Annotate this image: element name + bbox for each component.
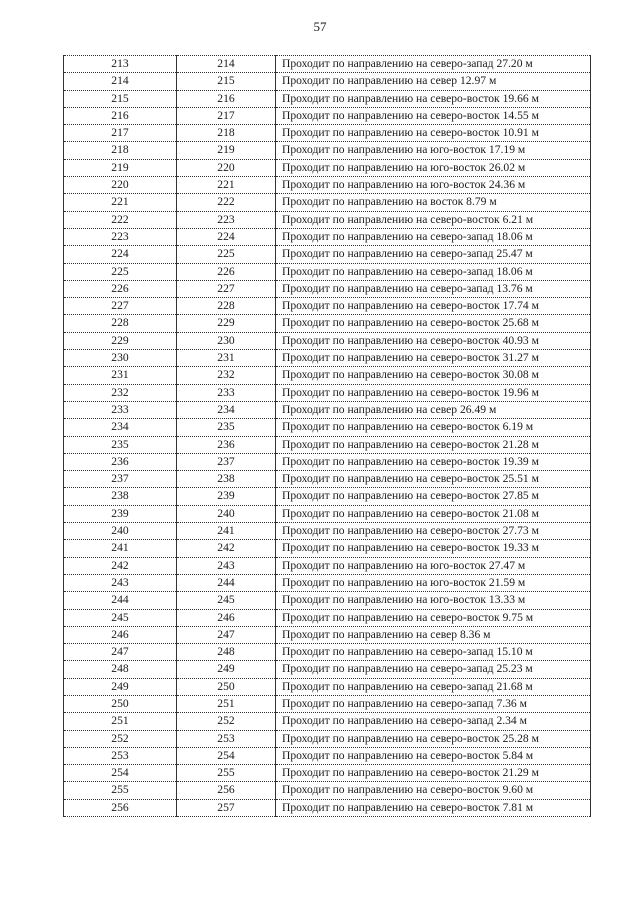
table-row bbox=[64, 626, 591, 643]
table-row bbox=[64, 367, 591, 384]
point-from-cell: 228 bbox=[64, 315, 177, 332]
point-from-cell: 239 bbox=[64, 505, 177, 522]
point-from-cell: 236 bbox=[64, 453, 177, 470]
point-from-cell: 231 bbox=[64, 367, 177, 384]
table-row bbox=[64, 194, 591, 211]
point-to-cell: 223 bbox=[177, 211, 276, 228]
table-row bbox=[64, 419, 591, 436]
table-row bbox=[64, 471, 591, 488]
point-from-cell: 216 bbox=[64, 107, 177, 124]
table-row bbox=[64, 695, 591, 712]
table-row bbox=[64, 609, 591, 626]
point-to-cell: 251 bbox=[177, 695, 276, 712]
point-to-cell: 224 bbox=[177, 228, 276, 245]
table-row bbox=[64, 747, 591, 764]
description-cell: Проходит по направлению на север 8.36 м bbox=[276, 626, 591, 643]
point-from-cell: 222 bbox=[64, 211, 177, 228]
table-row bbox=[64, 730, 591, 747]
point-from-cell: 252 bbox=[64, 730, 177, 747]
point-from-cell: 230 bbox=[64, 350, 177, 367]
table-row bbox=[64, 644, 591, 661]
table-row bbox=[64, 332, 591, 349]
point-from-cell: 253 bbox=[64, 747, 177, 764]
point-to-cell: 243 bbox=[177, 557, 276, 574]
description-cell: Проходит по направлению на северо-восток 5.84 м bbox=[276, 747, 591, 764]
description-cell: Проходит по направлению на северо-запад 7.36 м bbox=[276, 695, 591, 712]
point-from-cell: 248 bbox=[64, 661, 177, 678]
point-to-cell: 219 bbox=[177, 142, 276, 159]
table-row bbox=[64, 713, 591, 730]
point-from-cell: 241 bbox=[64, 540, 177, 557]
table-row bbox=[64, 211, 591, 228]
point-to-cell: 250 bbox=[177, 678, 276, 695]
table-row bbox=[64, 73, 591, 90]
point-to-cell: 256 bbox=[177, 782, 276, 799]
description-cell: Проходит по направлению на северо-восток 21.08 м bbox=[276, 505, 591, 522]
description-cell: Проходит по направлению на северо-запад 18.06 м bbox=[276, 263, 591, 280]
table-row bbox=[64, 523, 591, 540]
description-cell: Проходит по направлению на северо-восток 40.93 м bbox=[276, 332, 591, 349]
point-to-cell: 222 bbox=[177, 194, 276, 211]
table-row bbox=[64, 125, 591, 142]
point-to-cell: 244 bbox=[177, 574, 276, 591]
point-from-cell: 240 bbox=[64, 523, 177, 540]
point-from-cell: 232 bbox=[64, 384, 177, 401]
description-cell: Проходит по направлению на северо-восток 7.81 м bbox=[276, 799, 591, 816]
point-to-cell: 245 bbox=[177, 592, 276, 609]
point-from-cell: 217 bbox=[64, 125, 177, 142]
description-cell: Проходит по направлению на северо-восток 19.66 м bbox=[276, 90, 591, 107]
description-cell: Проходит по направлению на юго-восток 17.19 м bbox=[276, 142, 591, 159]
table-row bbox=[64, 678, 591, 695]
description-cell: Проходит по направлению на северо-запад 27.20 м bbox=[276, 56, 591, 73]
point-to-cell: 249 bbox=[177, 661, 276, 678]
table-row bbox=[64, 107, 591, 124]
description-cell: Проходит по направлению на северо-запад 21.68 м bbox=[276, 678, 591, 695]
point-from-cell: 251 bbox=[64, 713, 177, 730]
point-from-cell: 234 bbox=[64, 419, 177, 436]
description-cell: Проходит по направлению на северо-восток 30.08 м bbox=[276, 367, 591, 384]
description-cell: Проходит по направлению на северо-запад 15.10 м bbox=[276, 644, 591, 661]
table-row bbox=[64, 56, 591, 73]
point-to-cell: 225 bbox=[177, 246, 276, 263]
point-to-cell: 226 bbox=[177, 263, 276, 280]
point-from-cell: 245 bbox=[64, 609, 177, 626]
point-to-cell: 220 bbox=[177, 159, 276, 176]
point-to-cell: 214 bbox=[177, 56, 276, 73]
description-cell: Проходит по направлению на северо-восток 6.19 м bbox=[276, 419, 591, 436]
description-cell: Проходит по направлению на юго-восток 27.47 м bbox=[276, 557, 591, 574]
table-row bbox=[64, 765, 591, 782]
description-cell: Проходит по направлению на юго-восток 13.33 м bbox=[276, 592, 591, 609]
point-from-cell: 250 bbox=[64, 695, 177, 712]
table-row bbox=[64, 263, 591, 280]
point-to-cell: 240 bbox=[177, 505, 276, 522]
point-from-cell: 235 bbox=[64, 436, 177, 453]
description-cell: Проходит по направлению на северо-запад 13.76 м bbox=[276, 280, 591, 297]
table-row bbox=[64, 280, 591, 297]
table-row bbox=[64, 661, 591, 678]
point-to-cell: 227 bbox=[177, 280, 276, 297]
table-row bbox=[64, 782, 591, 799]
description-cell: Проходит по направлению на северо-восток 19.96 м bbox=[276, 384, 591, 401]
point-from-cell: 215 bbox=[64, 90, 177, 107]
table-row bbox=[64, 592, 591, 609]
point-from-cell: 220 bbox=[64, 177, 177, 194]
point-from-cell: 223 bbox=[64, 228, 177, 245]
point-from-cell: 238 bbox=[64, 488, 177, 505]
description-cell: Проходит по направлению на юго-восток 21.59 м bbox=[276, 574, 591, 591]
point-from-cell: 254 bbox=[64, 765, 177, 782]
point-from-cell: 225 bbox=[64, 263, 177, 280]
table-row bbox=[64, 90, 591, 107]
point-to-cell: 232 bbox=[177, 367, 276, 384]
description-cell: Проходит по направлению на юго-восток 24.36 м bbox=[276, 177, 591, 194]
page-number: 57 bbox=[313, 19, 327, 34]
description-cell: Проходит по направлению на север 12.97 м bbox=[276, 73, 591, 90]
description-cell: Проходит по направлению на северо-восток 27.85 м bbox=[276, 488, 591, 505]
point-from-cell: 237 bbox=[64, 471, 177, 488]
table-row bbox=[64, 453, 591, 470]
point-to-cell: 230 bbox=[177, 332, 276, 349]
point-from-cell: 256 bbox=[64, 799, 177, 816]
table-row bbox=[64, 505, 591, 522]
point-to-cell: 236 bbox=[177, 436, 276, 453]
point-to-cell: 242 bbox=[177, 540, 276, 557]
description-cell: Проходит по направлению на северо-восток 19.33 м bbox=[276, 540, 591, 557]
point-to-cell: 216 bbox=[177, 90, 276, 107]
description-cell: Проходит по направлению на север 26.49 м bbox=[276, 401, 591, 418]
table-body bbox=[64, 56, 591, 817]
description-cell: Проходит по направлению на северо-восток 25.51 м bbox=[276, 471, 591, 488]
table-row bbox=[64, 315, 591, 332]
point-to-cell: 239 bbox=[177, 488, 276, 505]
point-to-cell: 228 bbox=[177, 298, 276, 315]
point-from-cell: 246 bbox=[64, 626, 177, 643]
description-cell: Проходит по направлению на северо-восток 17.74 м bbox=[276, 298, 591, 315]
point-to-cell: 238 bbox=[177, 471, 276, 488]
description-cell: Проходит по направлению на северо-запад 25.47 м bbox=[276, 246, 591, 263]
point-to-cell: 246 bbox=[177, 609, 276, 626]
point-to-cell: 218 bbox=[177, 125, 276, 142]
description-cell: Проходит по направлению на северо-восток 25.28 м bbox=[276, 730, 591, 747]
description-cell: Проходит по направлению на северо-восток 19.39 м bbox=[276, 453, 591, 470]
table-row bbox=[64, 246, 591, 263]
description-cell: Проходит по направлению на северо-восток 9.75 м bbox=[276, 609, 591, 626]
point-from-cell: 244 bbox=[64, 592, 177, 609]
point-to-cell: 234 bbox=[177, 401, 276, 418]
description-cell: Проходит по направлению на северо-восток 14.55 м bbox=[276, 107, 591, 124]
point-from-cell: 243 bbox=[64, 574, 177, 591]
point-from-cell: 233 bbox=[64, 401, 177, 418]
point-from-cell: 247 bbox=[64, 644, 177, 661]
description-cell: Проходит по направлению на северо-восток 21.28 м bbox=[276, 436, 591, 453]
description-cell: Проходит по направлению на северо-восток 31.27 м bbox=[276, 350, 591, 367]
table-row bbox=[64, 228, 591, 245]
point-to-cell: 235 bbox=[177, 419, 276, 436]
point-to-cell: 217 bbox=[177, 107, 276, 124]
table-row bbox=[64, 540, 591, 557]
point-to-cell: 221 bbox=[177, 177, 276, 194]
point-to-cell: 247 bbox=[177, 626, 276, 643]
boundary-description-table bbox=[63, 55, 591, 817]
table-row bbox=[64, 436, 591, 453]
point-to-cell: 215 bbox=[177, 73, 276, 90]
description-cell: Проходит по направлению на северо-запад 25.23 м bbox=[276, 661, 591, 678]
table-row bbox=[64, 488, 591, 505]
point-from-cell: 218 bbox=[64, 142, 177, 159]
point-from-cell: 249 bbox=[64, 678, 177, 695]
description-cell: Проходит по направлению на северо-запад 2.34 м bbox=[276, 713, 591, 730]
point-from-cell: 229 bbox=[64, 332, 177, 349]
point-to-cell: 257 bbox=[177, 799, 276, 816]
point-to-cell: 233 bbox=[177, 384, 276, 401]
table-row bbox=[64, 159, 591, 176]
point-to-cell: 237 bbox=[177, 453, 276, 470]
table-row bbox=[64, 574, 591, 591]
description-cell: Проходит по направлению на северо-восток 9.60 м bbox=[276, 782, 591, 799]
table-row bbox=[64, 350, 591, 367]
point-from-cell: 214 bbox=[64, 73, 177, 90]
description-cell: Проходит по направлению на северо-восток 21.29 м bbox=[276, 765, 591, 782]
point-from-cell: 226 bbox=[64, 280, 177, 297]
point-from-cell: 255 bbox=[64, 782, 177, 799]
description-cell: Проходит по направлению на северо-восток 6.21 м bbox=[276, 211, 591, 228]
description-cell: Проходит по направлению на северо-восток 27.73 м bbox=[276, 523, 591, 540]
point-from-cell: 224 bbox=[64, 246, 177, 263]
point-to-cell: 255 bbox=[177, 765, 276, 782]
description-cell: Проходит по направлению на северо-восток 25.68 м bbox=[276, 315, 591, 332]
description-cell: Проходит по направлению на восток 8.79 м bbox=[276, 194, 591, 211]
description-cell: Проходит по направлению на северо-восток 10.91 м bbox=[276, 125, 591, 142]
description-cell: Проходит по направлению на северо-запад 18.06 м bbox=[276, 228, 591, 245]
point-to-cell: 229 bbox=[177, 315, 276, 332]
point-to-cell: 241 bbox=[177, 523, 276, 540]
description-cell: Проходит по направлению на юго-восток 26.02 м bbox=[276, 159, 591, 176]
table-row bbox=[64, 142, 591, 159]
table-row bbox=[64, 557, 591, 574]
table-row bbox=[64, 177, 591, 194]
point-to-cell: 253 bbox=[177, 730, 276, 747]
point-from-cell: 227 bbox=[64, 298, 177, 315]
point-to-cell: 252 bbox=[177, 713, 276, 730]
point-from-cell: 242 bbox=[64, 557, 177, 574]
table-row bbox=[64, 298, 591, 315]
point-from-cell: 213 bbox=[64, 56, 177, 73]
table-row bbox=[64, 799, 591, 816]
point-to-cell: 231 bbox=[177, 350, 276, 367]
point-to-cell: 254 bbox=[177, 747, 276, 764]
point-to-cell: 248 bbox=[177, 644, 276, 661]
table-row bbox=[64, 401, 591, 418]
point-from-cell: 221 bbox=[64, 194, 177, 211]
point-from-cell: 219 bbox=[64, 159, 177, 176]
table-row bbox=[64, 384, 591, 401]
